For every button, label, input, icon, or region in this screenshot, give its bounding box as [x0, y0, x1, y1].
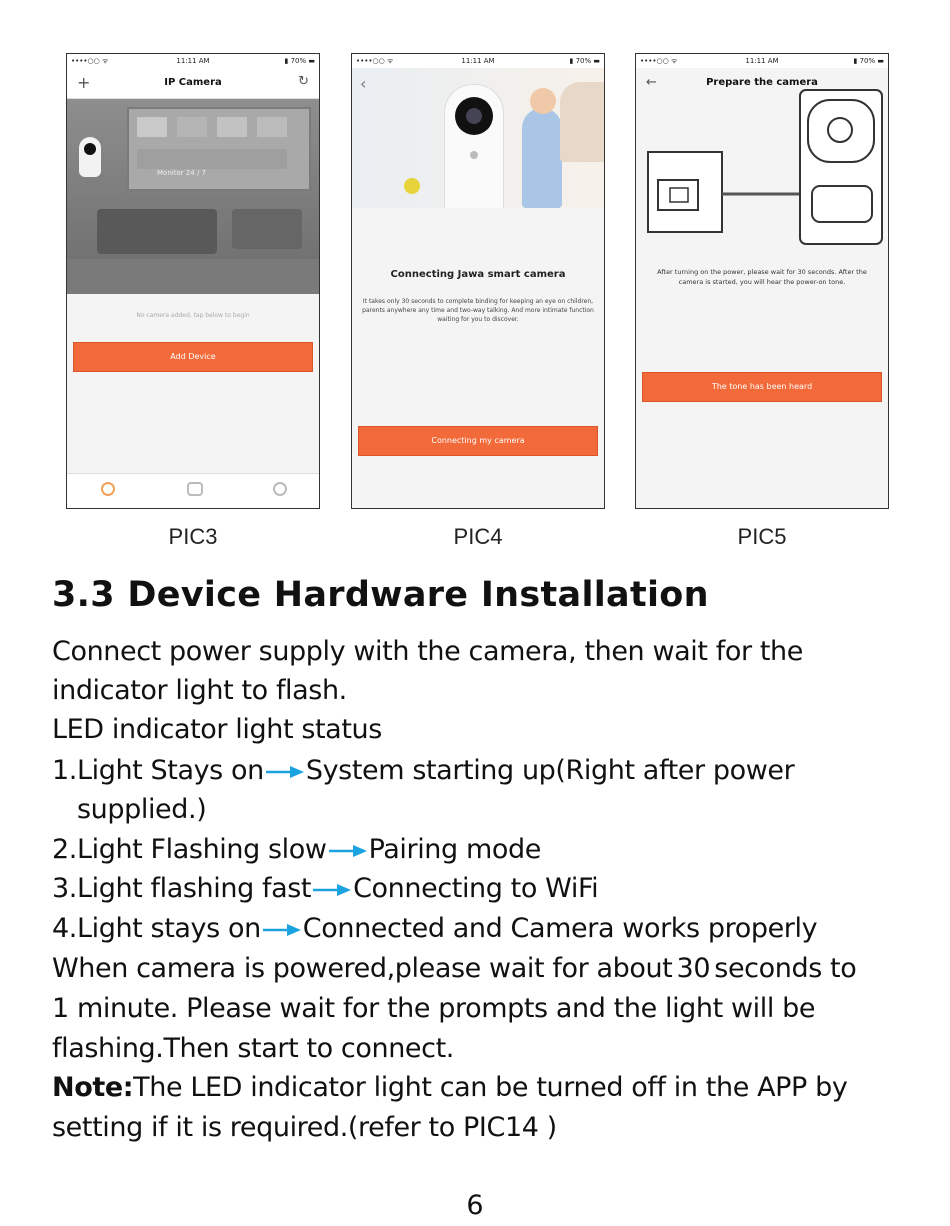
- arrow-icon: [313, 884, 351, 896]
- nav-title: IP Camera: [164, 77, 222, 88]
- wait-line-3: flashing.Then start to connect.: [52, 1033, 454, 1064]
- message-tab-icon[interactable]: [187, 482, 203, 496]
- back-icon[interactable]: ‹: [360, 74, 367, 93]
- led-status-item-2: [52, 834, 541, 865]
- signal-indicator: ••••○○ ᯤ: [640, 57, 678, 65]
- led-state: 2.Light Flashing slow: [52, 834, 327, 865]
- add-icon[interactable]: +: [77, 73, 91, 92]
- camera-tab-icon[interactable]: [101, 482, 115, 496]
- wait-line-2: 1 minute. Please wait for the prompts and the light will be: [52, 993, 816, 1024]
- nav-title: Prepare the camera: [706, 77, 818, 88]
- connect-title: Connecting Jawa smart camera: [390, 269, 566, 280]
- status-bar: [67, 54, 319, 68]
- arrow-icon: [329, 845, 367, 857]
- led-meaning: Connecting to WiFi: [353, 873, 599, 904]
- battery-indicator: ▮ 70% ▬: [569, 57, 600, 65]
- wait-line-1: [52, 953, 856, 984]
- arrow-icon: [263, 924, 301, 936]
- battery-indicator: ▮ 70% ▬: [853, 57, 884, 65]
- battery-indicator: ▮ 70% ▬: [284, 57, 315, 65]
- status-bar: [352, 54, 604, 68]
- status-heading: LED indicator light status: [52, 714, 382, 745]
- led-meaning: Pairing mode: [368, 834, 541, 865]
- note-label: Note:: [52, 1072, 134, 1103]
- tone-heard-button[interactable]: The tone has been heard: [642, 372, 882, 402]
- pic4-caption: PIC4: [453, 524, 503, 549]
- led-meaning: System starting up(Right after power: [305, 755, 795, 786]
- room-overlay-text: Monitor 24 / 7: [157, 169, 207, 177]
- page-number: 6: [466, 1190, 484, 1221]
- baby-figure: [522, 108, 562, 208]
- adult-figure: [560, 82, 604, 162]
- hero-photo: [352, 68, 604, 208]
- led-status-item-4: [52, 913, 817, 944]
- pic5-caption: PIC5: [737, 524, 787, 549]
- status-time: 11:11 AM: [745, 57, 779, 65]
- room-photo: [67, 99, 319, 294]
- wait-text-a: When camera is powered,please wait for about: [52, 953, 673, 984]
- nav-bar: [67, 68, 319, 99]
- profile-tab-icon[interactable]: [273, 482, 287, 496]
- connecting-camera-button[interactable]: Connecting my camera: [358, 426, 598, 456]
- signal-indicator: ••••○○ ᯤ: [71, 57, 109, 65]
- led-status-item-1: [52, 755, 794, 786]
- power-instruction: After turning on the power, please wait for 30 seconds. After the camera is started, you will hear the power-on tone.: [657, 268, 867, 286]
- arrow-icon: [266, 766, 304, 778]
- add-device-button[interactable]: Add Device: [73, 342, 313, 372]
- led-state: 1.Light Stays on: [52, 755, 264, 786]
- intro-line-2: indicator light to flash.: [52, 675, 347, 706]
- signal-indicator: ••••○○ ᯤ: [356, 57, 394, 65]
- led-status-item-1-cont: supplied.): [77, 794, 207, 825]
- empty-state-text: No camera added, tap below to begin: [136, 312, 250, 319]
- led-state: 3.Light flashing fast: [52, 873, 312, 904]
- status-bar: [636, 54, 888, 68]
- wait-number: 30: [676, 953, 711, 984]
- note-line-2: setting if it is required.(refer to PIC14 ): [52, 1112, 557, 1143]
- toy-ball: [404, 178, 420, 194]
- led-state: 4.Light stays on: [52, 913, 261, 944]
- section-title: 3.3 Device Hardware Installation: [52, 575, 709, 615]
- camera-device-image: [444, 84, 504, 208]
- tab-bar: [67, 473, 319, 508]
- note-text: The LED indicator light can be turned off in the APP by: [133, 1072, 848, 1103]
- pic3-caption: PIC3: [168, 524, 218, 549]
- note-line-1: [52, 1072, 847, 1103]
- back-arrow-icon[interactable]: ←: [646, 75, 657, 90]
- phone-screenshot-pic4: [351, 53, 605, 509]
- connect-description: It takes only 30 seconds to complete binding for keeping an eye on children, parents anywhere any time and two-way talking. And more intimate function waiting for you to discover.: [362, 298, 594, 323]
- status-time: 11:11 AM: [176, 57, 210, 65]
- phone-screenshot-pic5: [635, 53, 889, 509]
- led-status-item-3: [52, 873, 598, 904]
- intro-line-1: Connect power supply with the camera, then wait for the: [52, 636, 803, 667]
- camera-device-image: [79, 137, 101, 177]
- camera-power-illustration: [636, 86, 888, 251]
- status-time: 11:11 AM: [461, 57, 495, 65]
- refresh-icon[interactable]: ↻: [298, 74, 309, 89]
- phone-screenshot-pic3: [66, 53, 320, 509]
- wait-text-b: seconds to: [714, 953, 857, 984]
- led-meaning: Connected and Camera works properly: [302, 913, 818, 944]
